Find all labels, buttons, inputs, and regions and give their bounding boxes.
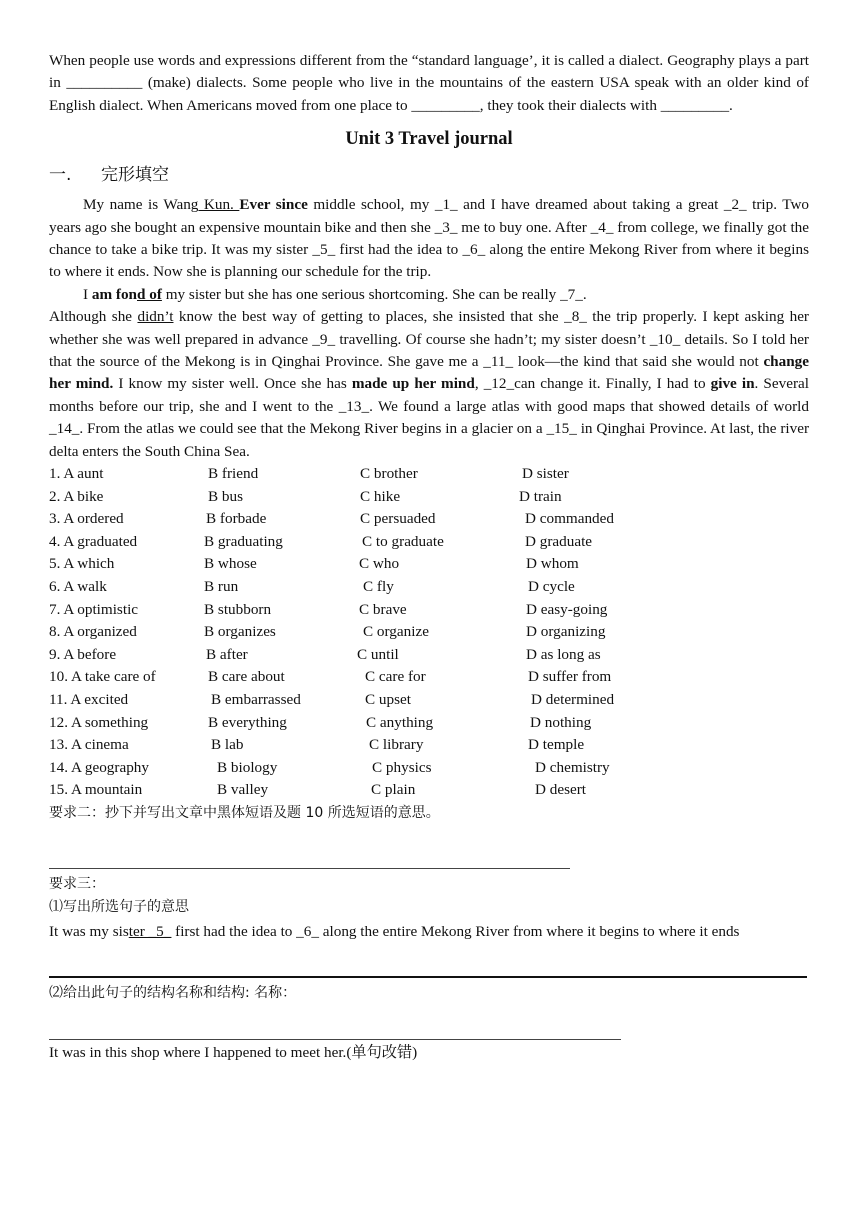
- option-a: 7. A optimistic: [49, 600, 139, 618]
- option-row: [49, 757, 809, 780]
- answer-line-2[interactable]: [49, 976, 807, 978]
- option-c: C brave: [359, 600, 407, 618]
- option-c: C until: [357, 645, 399, 663]
- option-d: D cycle: [528, 578, 575, 596]
- option-b: B care about: [208, 668, 285, 686]
- section-number: 一.: [49, 165, 72, 186]
- passage-paragraph-1: [49, 194, 809, 284]
- option-d: D chemistry: [535, 758, 610, 776]
- bold-phrase-ever-since: Ever since: [239, 196, 308, 214]
- quoted-sentence: [49, 921, 809, 943]
- option-d: D graduate: [525, 532, 593, 550]
- option-b: B valley: [217, 781, 269, 799]
- option-row: [49, 734, 809, 757]
- text-run: my sister but she has one serious shortcoming. She can be really _7_.: [161, 285, 587, 303]
- option-a: 5. A which: [49, 555, 115, 573]
- option-c: C to graduate: [362, 532, 444, 550]
- option-b: B graduating: [204, 532, 283, 550]
- option-row: [49, 463, 809, 486]
- option-a: 10. A take care of: [49, 668, 156, 686]
- text-run: know the best way of getting to places, she insisted that she _8_ the trip properly. I kept asking her whether she was well prepared in advance _9_ travelling. Of course she hadn’t; my sister doesn’t _10_ details. So I told her that the source of the Mekong is in Qinghai Province. She gave me a _11_ look—the kind that said she would not: [49, 308, 809, 371]
- option-row: [49, 486, 809, 509]
- option-row: [49, 666, 809, 689]
- document-page: [49, 50, 809, 1064]
- option-b: B embarrassed: [211, 691, 301, 709]
- option-c: C organize: [363, 623, 429, 641]
- option-b: B whose: [204, 555, 257, 573]
- option-c: C library: [369, 736, 424, 754]
- option-c: C fly: [363, 578, 394, 596]
- option-c: C persuaded: [360, 510, 436, 528]
- section-heading: [49, 162, 809, 188]
- text-run: Although she: [49, 308, 138, 326]
- option-row: [49, 508, 809, 531]
- option-b: B stubborn: [204, 600, 272, 618]
- option-row: [49, 531, 809, 554]
- bold-phrase-fond-of: am fon: [91, 285, 137, 303]
- bold-phrase-made-up-mind: made up her mind: [351, 375, 475, 393]
- bold-phrase-fond-of-underlined: d of: [137, 285, 162, 303]
- underlined-text: didn’t: [137, 308, 174, 326]
- option-row: [49, 644, 809, 667]
- option-a: 8. A organized: [49, 623, 137, 641]
- correction-sentence: It was in this shop where I happened to meet her.(单句改错): [49, 1044, 418, 1062]
- option-a: 6. A walk: [49, 578, 107, 596]
- option-c: C care for: [365, 668, 426, 686]
- requirement-2: 要求二：抄下并写出文章中黑体短语及题 10 所选短语的意思。: [49, 805, 440, 821]
- option-b: B bus: [208, 487, 244, 505]
- option-d: D temple: [528, 736, 585, 754]
- answer-line-1[interactable]: [49, 867, 570, 869]
- option-d: D sister: [522, 465, 569, 483]
- option-c: C anything: [366, 713, 434, 731]
- option-a: 11. A excited: [49, 691, 129, 709]
- option-d: D easy-going: [526, 600, 608, 618]
- option-b: B forbade: [206, 510, 267, 528]
- section-title: 完形填空: [101, 165, 169, 186]
- requirement-3-q2: ⑵给出此句子的结构名称和结构: 名称：: [49, 985, 297, 1002]
- option-b: B lab: [211, 736, 244, 754]
- option-a: 4. A graduated: [49, 532, 138, 550]
- option-b: B everything: [208, 713, 287, 731]
- option-b: B organizes: [204, 623, 276, 641]
- underlined-text: ter _5_: [128, 923, 172, 940]
- option-b: B biology: [217, 758, 278, 776]
- option-row: [49, 689, 809, 712]
- option-a: 15. A mountain: [49, 781, 143, 799]
- passage-paragraph-3: [49, 306, 809, 463]
- option-row: [49, 712, 809, 735]
- option-a: 9. A before: [49, 645, 117, 663]
- option-d: D train: [519, 487, 562, 505]
- option-d: D whom: [526, 555, 579, 573]
- text-run: middle school, my _1_ and I have dreamed about taking a great _2_ trip. Two years ago she bought an expensive mountain bike and then she _3_ me to buy one. After _4_ from college, we finally got the chance to take a bike trip. It was my sister _5_ first had the idea to _6_ along the entire Mekong River from where it begins to where it ends. Now she is planning our schedule for the trip.: [49, 196, 810, 281]
- option-row: [49, 599, 809, 622]
- option-a: 1. A aunt: [49, 465, 104, 483]
- intro-paragraph: When people use words and expressions different from the “standard language’, it is called a dialect. Geography plays a part in __________ (make) dialects. Some people who live in the mountains of the eastern USA speak with an older kind of English dialect. When Americans moved from one place to _________, they took their dialects with _________.: [49, 52, 809, 114]
- option-d: D as long as: [526, 645, 601, 663]
- option-row: [49, 779, 809, 802]
- bold-phrase-change-mind: change her mind.: [49, 353, 809, 393]
- option-d: D organizing: [526, 623, 606, 641]
- passage-paragraph-2: [49, 284, 809, 306]
- option-d: D suffer from: [528, 668, 612, 686]
- text-run: I know my sister well. Once she has: [113, 375, 352, 393]
- option-a: 13. A cinema: [49, 736, 129, 754]
- option-b: B after: [206, 645, 248, 663]
- text-run: first had the idea to _6_ along the entire Mekong River from where it begins to where it ends: [171, 923, 740, 940]
- bold-phrase-give-in: give in: [710, 375, 755, 393]
- option-row: [49, 621, 809, 644]
- unit-title: Unit 3 Travel journal: [345, 129, 513, 150]
- option-a: 14. A geography: [49, 758, 149, 776]
- option-d: D nothing: [530, 713, 592, 731]
- option-d: D desert: [535, 781, 587, 799]
- option-b: B friend: [208, 465, 259, 483]
- text-run: , _12_can change it. Finally, I had to: [474, 375, 711, 393]
- text-run: My name is Wang: [83, 196, 199, 214]
- answer-line-3[interactable]: [49, 1038, 621, 1040]
- option-a: 3. A ordered: [49, 510, 124, 528]
- option-c: C plain: [371, 781, 416, 799]
- option-c: C brother: [360, 465, 418, 483]
- option-d: D determined: [531, 691, 615, 709]
- option-c: C who: [359, 555, 400, 573]
- option-a: 12. A something: [49, 713, 149, 731]
- option-c: C upset: [365, 691, 411, 709]
- option-c: C physics: [372, 758, 432, 776]
- text-run: It was my sis: [49, 923, 129, 940]
- text-run: I: [83, 285, 92, 303]
- option-c: C hike: [360, 487, 401, 505]
- requirement-3-title: 要求三：: [49, 876, 105, 892]
- option-d: D commanded: [525, 510, 614, 528]
- correction-item: [49, 1042, 809, 1064]
- underlined-text: Kun.: [198, 196, 240, 214]
- option-b: B run: [204, 578, 239, 596]
- options-list: [49, 463, 809, 802]
- option-a: 2. A bike: [49, 487, 104, 505]
- requirement-3-q1: ⑴写出所选句子的意思: [49, 899, 189, 915]
- option-row: [49, 553, 809, 576]
- text-run: . Several months before our trip, she and I went to the _13_. We found a large atlas with good maps that showed details of world _14_. From the atlas we could see that the Mekong River begins in a glacier on a _15_ in Qinghai Province. At last, the river delta enters the South China Sea.: [49, 375, 809, 460]
- option-row: [49, 576, 809, 599]
